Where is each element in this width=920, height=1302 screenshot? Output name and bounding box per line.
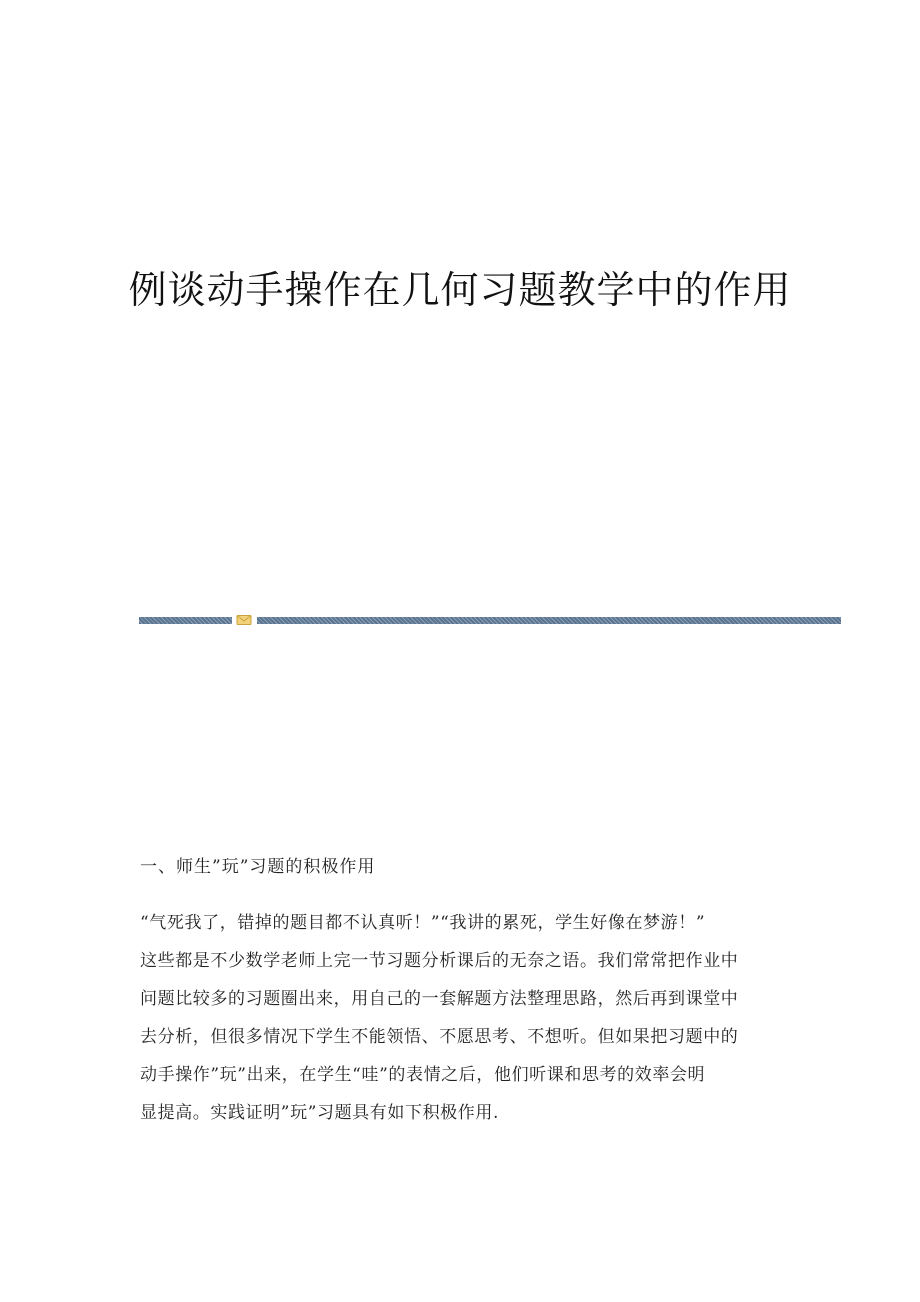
paragraph-line: 问题比较多的习题圈出来，用自己的一套解题方法整理思路，然后再到课堂中 [140, 989, 739, 1009]
divider-bar-left [139, 617, 232, 624]
document-title: 例谈动手操作在几何习题教学中的作用 [128, 268, 792, 312]
paragraph-line: 动手操作”玩”出来，在学生“哇”的表情之后，他们听课和思考的效率会明 [140, 1065, 706, 1085]
body-paragraph [140, 904, 780, 1132]
section-heading: 一、师生”玩”习题的积极作用 [140, 857, 376, 877]
divider-bar-right [257, 617, 841, 624]
paragraph-line: 显提高。实践证明”玩”习题具有如下积极作用. [140, 1103, 499, 1123]
envelope-ornament-icon [236, 614, 252, 626]
paragraph-line: 这些都是不少数学老师上完一节习题分析课后的无奈之语。我们常常把作业中 [140, 951, 739, 971]
paragraph-line: “气死我了，错掉的题目都不认真听！”“我讲的累死，学生好像在梦游！” [140, 913, 706, 933]
paragraph-line: 去分析，但很多情况下学生不能领悟、不愿思考、不想听。但如果把习题中的 [140, 1027, 739, 1047]
decorative-divider [139, 614, 841, 626]
